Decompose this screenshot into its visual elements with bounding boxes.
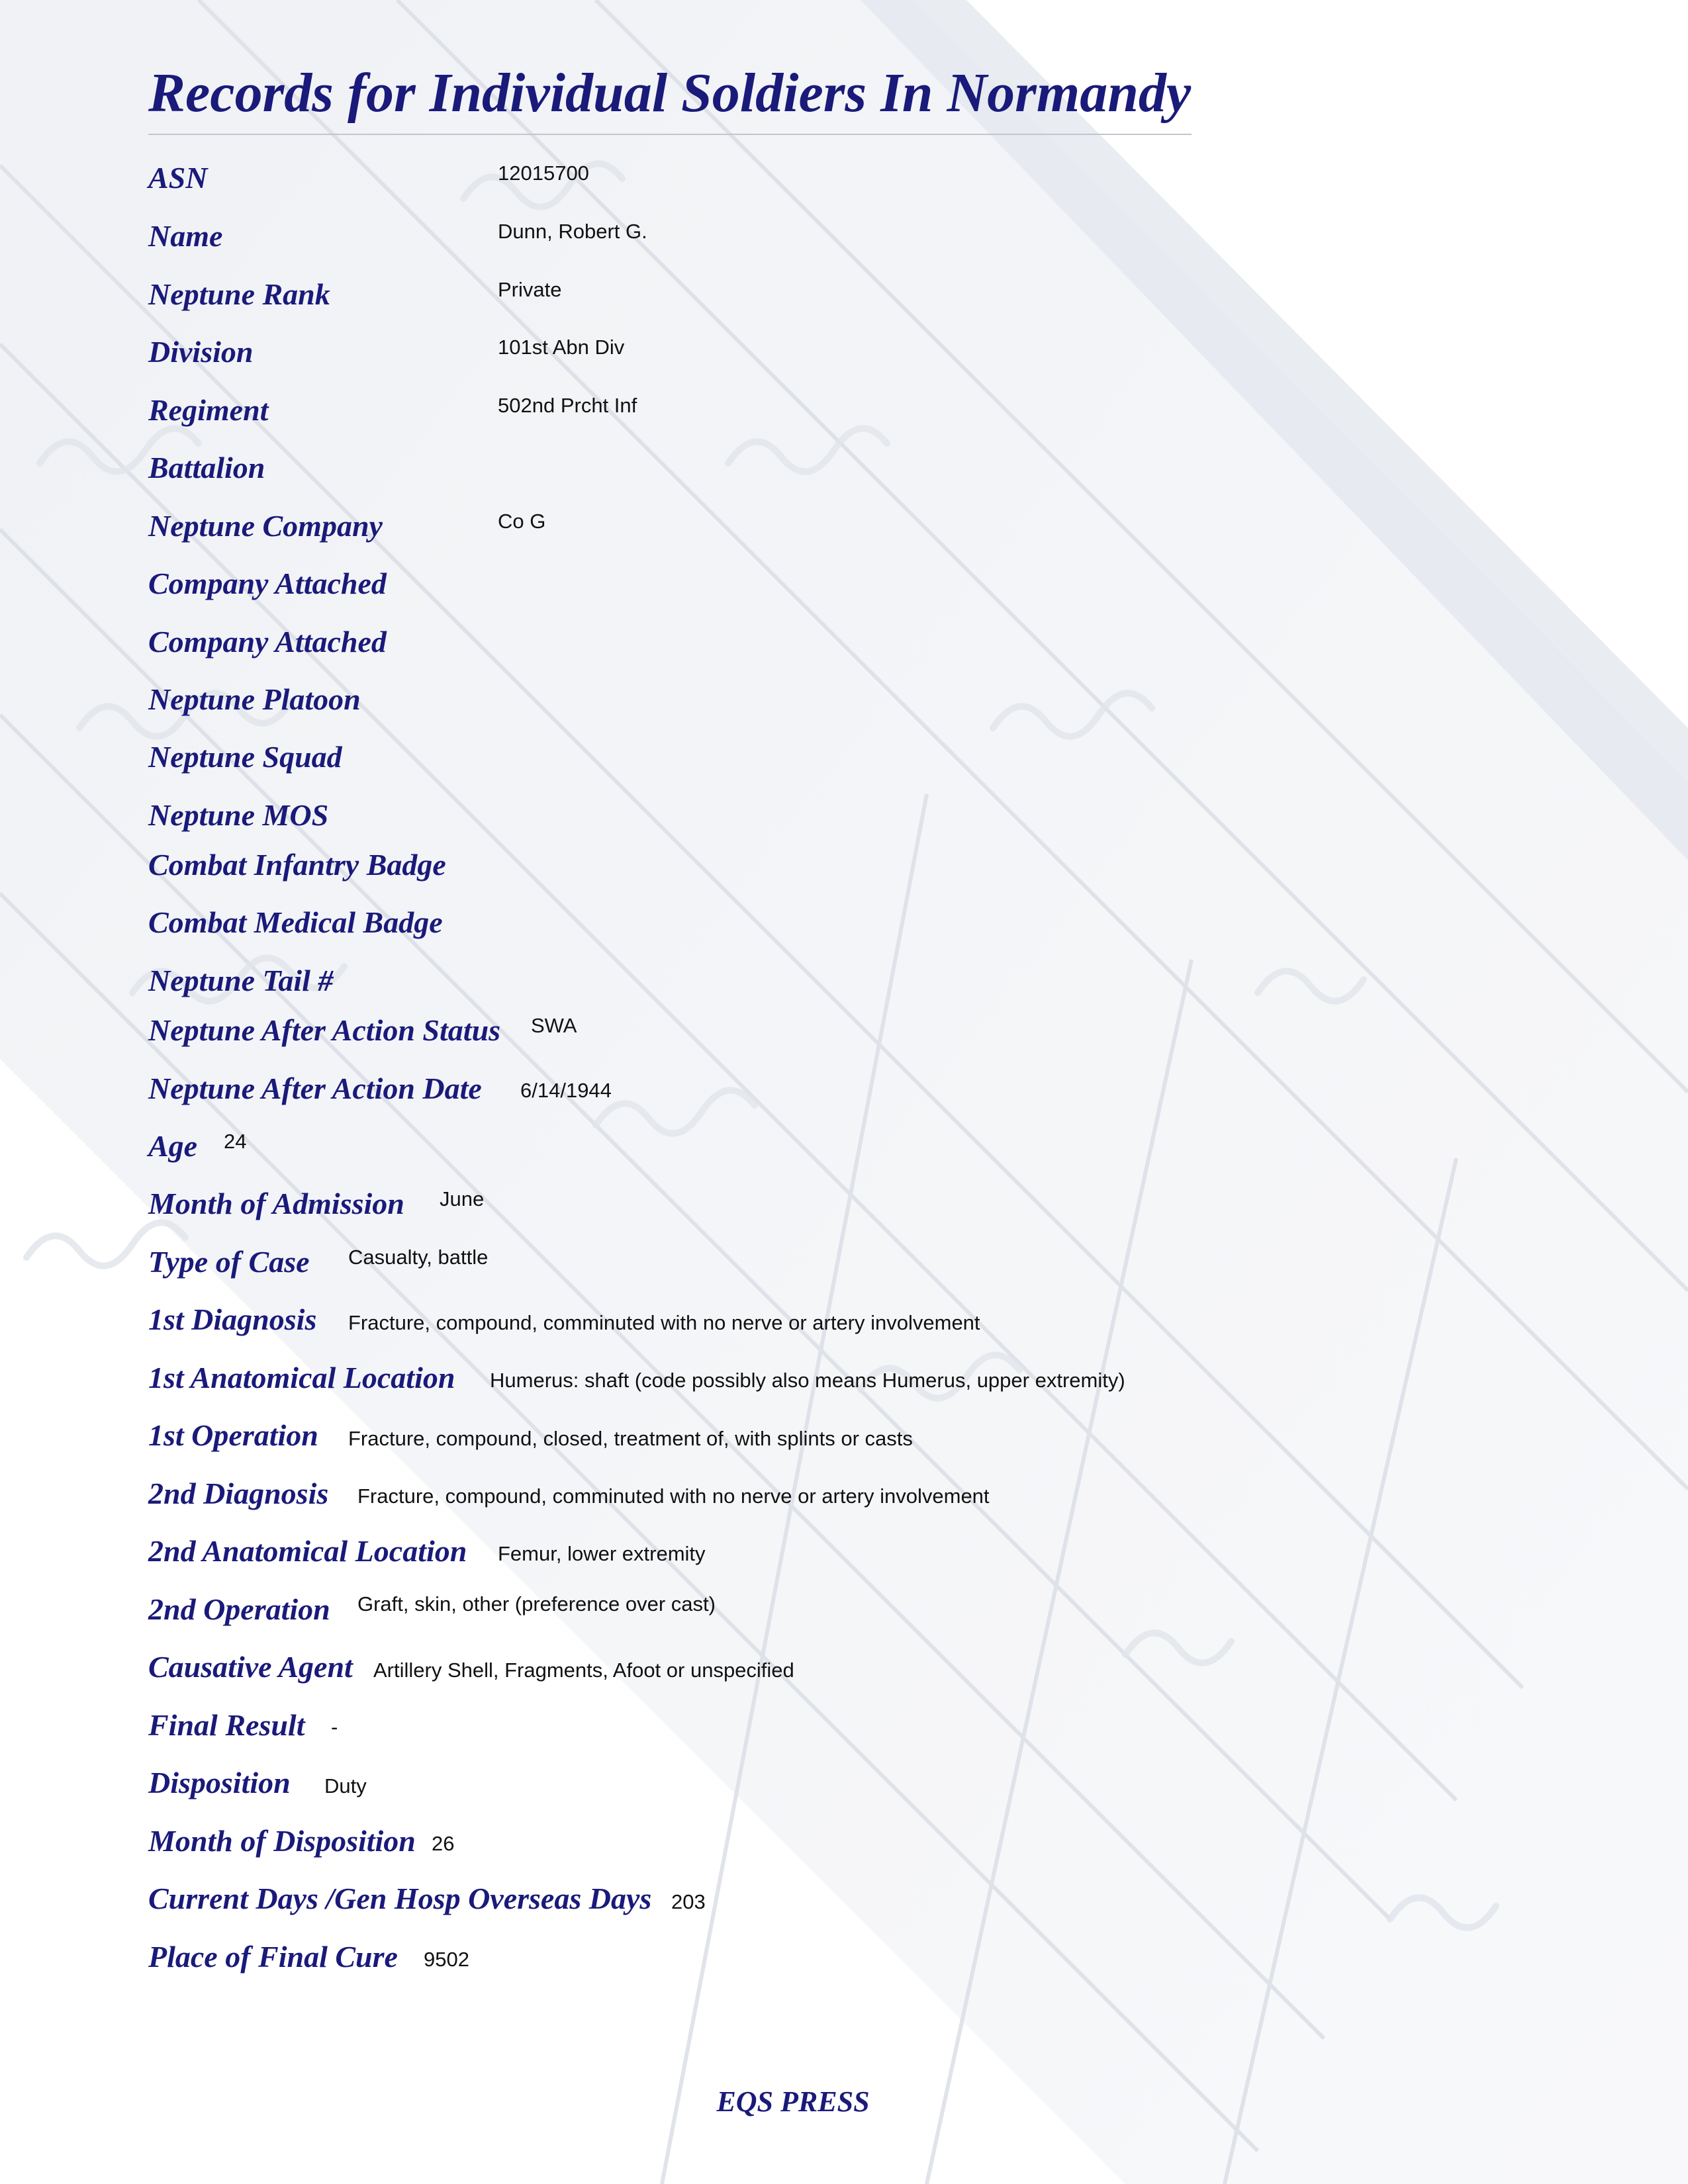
current-days-value: 203 xyxy=(671,1890,706,1913)
month-of-disposition-label: Month of Disposition xyxy=(148,1824,416,1858)
month-of-admission-label: Month of Admission xyxy=(148,1187,404,1220)
neptune-rank-label: Neptune Rank xyxy=(148,277,330,311)
month-of-admission-value: June xyxy=(440,1187,485,1210)
neptune-squad-label: Neptune Squad xyxy=(148,740,342,774)
footer-publisher: EQS PRESS xyxy=(716,2085,870,2118)
combat-medical-badge-label: Combat Medical Badge xyxy=(148,905,443,939)
anatomical-location-2-label: 2nd Anatomical Location xyxy=(148,1534,467,1568)
operation-1-value: Fracture, compound, closed, treatment of, with splints or casts xyxy=(348,1427,913,1450)
company-attached-label-2: Company Attached xyxy=(148,625,387,659)
diagnosis-1-label: 1st Diagnosis xyxy=(148,1302,317,1336)
division-label: Division xyxy=(148,335,254,369)
regiment-label: Regiment xyxy=(148,393,269,427)
regiment-value: 502nd Prcht Inf xyxy=(498,394,637,417)
company-attached-label-1: Company Attached xyxy=(148,567,387,600)
page-title: Records for Individual Soldiers In Normandy xyxy=(148,62,1192,124)
division-value: 101st Abn Div xyxy=(498,336,625,359)
asn-label: ASN xyxy=(148,161,208,195)
neptune-platoon-label: Neptune Platoon xyxy=(148,682,361,716)
place-of-final-cure-value: 9502 xyxy=(424,1948,469,1971)
battalion-label: Battalion xyxy=(148,451,265,484)
title-divider xyxy=(148,134,1192,135)
name-value: Dunn, Robert G. xyxy=(498,220,647,243)
neptune-tail-label: Neptune Tail # xyxy=(148,964,334,997)
name-label: Name xyxy=(148,219,223,253)
diagnosis-2-value: Fracture, compound, comminuted with no nerve or artery involvement xyxy=(357,1484,990,1508)
neptune-company-value: Co G xyxy=(498,510,546,533)
month-of-disposition-value: 26 xyxy=(432,1832,455,1855)
current-days-label: Current Days /Gen Hosp Overseas Days xyxy=(148,1882,652,1915)
anatomical-location-2-value: Femur, lower extremity xyxy=(498,1542,706,1565)
operation-1-label: 1st Operation xyxy=(148,1418,318,1452)
type-of-case-label: Type of Case xyxy=(148,1245,310,1279)
place-of-final-cure-label: Place of Final Cure xyxy=(148,1940,398,1974)
type-of-case-value: Casualty, battle xyxy=(348,1246,489,1269)
final-result-label: Final Result xyxy=(148,1708,305,1742)
disposition-label: Disposition xyxy=(148,1766,291,1799)
neptune-rank-value: Private xyxy=(498,278,562,301)
anatomical-location-1-value: Humerus: shaft (code possibly also means Humerus, upper extremity) xyxy=(490,1369,1125,1392)
age-label: Age xyxy=(148,1129,198,1163)
after-action-date-label: Neptune After Action Date xyxy=(148,1071,482,1105)
age-value: 24 xyxy=(224,1130,247,1153)
anatomical-location-1-label: 1st Anatomical Location xyxy=(148,1361,455,1394)
after-action-status-value: SWA xyxy=(531,1014,577,1037)
combat-infantry-badge-label: Combat Infantry Badge xyxy=(148,848,446,882)
causative-agent-label: Causative Agent xyxy=(148,1650,353,1684)
diagnosis-2-label: 2nd Diagnosis xyxy=(148,1477,329,1510)
neptune-company-label: Neptune Company xyxy=(148,509,383,543)
causative-agent-value: Artillery Shell, Fragments, Afoot or unspecified xyxy=(373,1659,794,1682)
neptune-mos-label: Neptune MOS xyxy=(148,798,329,832)
after-action-status-label: Neptune After Action Status xyxy=(148,1013,501,1047)
asn-value: 12015700 xyxy=(498,161,589,185)
diagnosis-1-value: Fracture, compound, comminuted with no nerve or artery involvement xyxy=(348,1311,980,1334)
final-result-value: - xyxy=(331,1715,338,1739)
operation-2-label: 2nd Operation xyxy=(148,1592,330,1626)
disposition-value: Duty xyxy=(324,1774,367,1797)
operation-2-value: Graft, skin, other (preference over cast) xyxy=(357,1592,716,1615)
after-action-date-value: 6/14/1944 xyxy=(520,1079,612,1102)
